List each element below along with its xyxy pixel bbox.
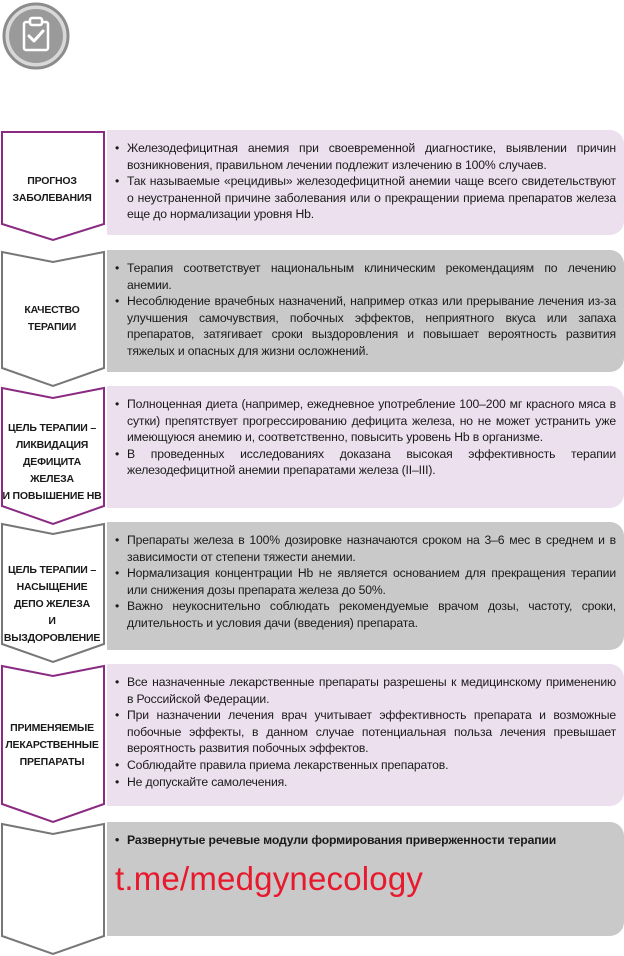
- section-panel: [107, 130, 624, 235]
- section-panel: [107, 522, 624, 650]
- section-title: ПРИМЕНЯЕМЫЕ ЛЕКАРСТВЕННЫЕ ПРЕПАРАТЫ: [5, 722, 99, 768]
- bullet-item: • Важно неукоснительно соблюдать рекомендуемые врачом дозы, частоту, сроки, длительность и условия дачи (введения) препарата.: [127, 598, 616, 631]
- bullet-item: • Соблюдайте правила приема лекарственных препаратов.: [127, 757, 616, 774]
- section-panel: [107, 664, 624, 806]
- bullet-item: • Так называемые «рецидивы» железодефицитной анемии чаще всего свидетельствуют о неустраненной причине заболевания или о прекращении приема препаратов железа еще до нормализации уровня Hb.: [127, 173, 616, 223]
- bullet-item: • В проведенных исследованиях доказана высокая эффективность терапии железодефицитной анемии препаратами железа (II–III).: [127, 446, 616, 479]
- section-title: ЦЕЛЬ ТЕРАПИИ – ЛИКВИДАЦИЯ ДЕФИЦИТА ЖЕЛЕЗА И ПОВЫШЕНИЕ HB: [2, 422, 102, 502]
- bullet-item: • При назначении лечения врач учитывает эффективность препарата и возможные побочные эффекты, в данном случае потенциальная польза лечения превышает вероятность развития побочных эффектов.: [127, 707, 616, 757]
- watermark-link: t.me/medgynecology: [115, 860, 424, 897]
- bullet-item: • Терапия соответствует национальным клиническим рекомендациям по лечению анемии.: [127, 260, 616, 293]
- section-goal-depot: [0, 522, 624, 664]
- section-panel: [107, 386, 624, 508]
- bullet-item: • Железодефицитная анемия при своевременной диагностике, выявлении причин возникновения, правильном лечении подлежит излечению в 100% случаев.: [127, 140, 616, 173]
- section-prognosis: [0, 130, 624, 242]
- bullet-item: • Нормализация концентрации Hb не является основанием для прекращения терапии или снижения дозы препарата железа до 50%.: [127, 565, 616, 598]
- section-title: КАЧЕСТВО ТЕРАПИИ: [24, 304, 80, 333]
- section-goal-deficit: [0, 386, 624, 526]
- clipboard-check-icon: [2, 2, 70, 70]
- section-speech-modules: [0, 822, 624, 956]
- bullet-item: • Препараты железа в 100% дозировке назначаются сроком на 3–6 мес в среднем и в зависимости от степени тяжести анемии.: [127, 532, 616, 565]
- section-panel: [107, 250, 624, 372]
- bullet-item: • Все назначенные лекарственные препараты разрешены к медицинскому применению в Российской Федерации.: [127, 674, 616, 707]
- section-medications: [0, 664, 624, 824]
- bullet-item: • Не допускайте самолечения.: [127, 774, 616, 791]
- bullet-item: • Полноценная диета (например, ежедневное употребление 100–200 мг красного мяса в сутки) препятствует прогрессированию дефицита железа, но не может устранить уже имеющуюся анемию и, соответственно, повысить уровень Hb в организме.: [127, 396, 616, 446]
- bullet-item: • Несоблюдение врачебных назначений, например отказ или прерывание лечения из-за улучшения самочувствия, побочных эффектов, неприятного вкуса или запаха препаратов, затягивает сроки выздоровления и повышает вероятность развития тяжелых и опасных для жизни осложнений.: [127, 293, 616, 359]
- section-title: ЦЕЛЬ ТЕРАПИИ – НАСЫЩЕНИЕ ДЕПО ЖЕЛЕЗА И ВЫЗДОРОВЛЕНИЕ: [3, 564, 101, 644]
- bullet-item: • Развернутые речевые модули формирования приверженности терапии: [127, 832, 616, 849]
- section-therapy-quality: [0, 250, 624, 388]
- chevron-shape: [0, 822, 106, 956]
- section-panel: [107, 822, 624, 936]
- section-title: ПРОГНОЗ ЗАБОЛЕВАНИЯ: [12, 175, 92, 204]
